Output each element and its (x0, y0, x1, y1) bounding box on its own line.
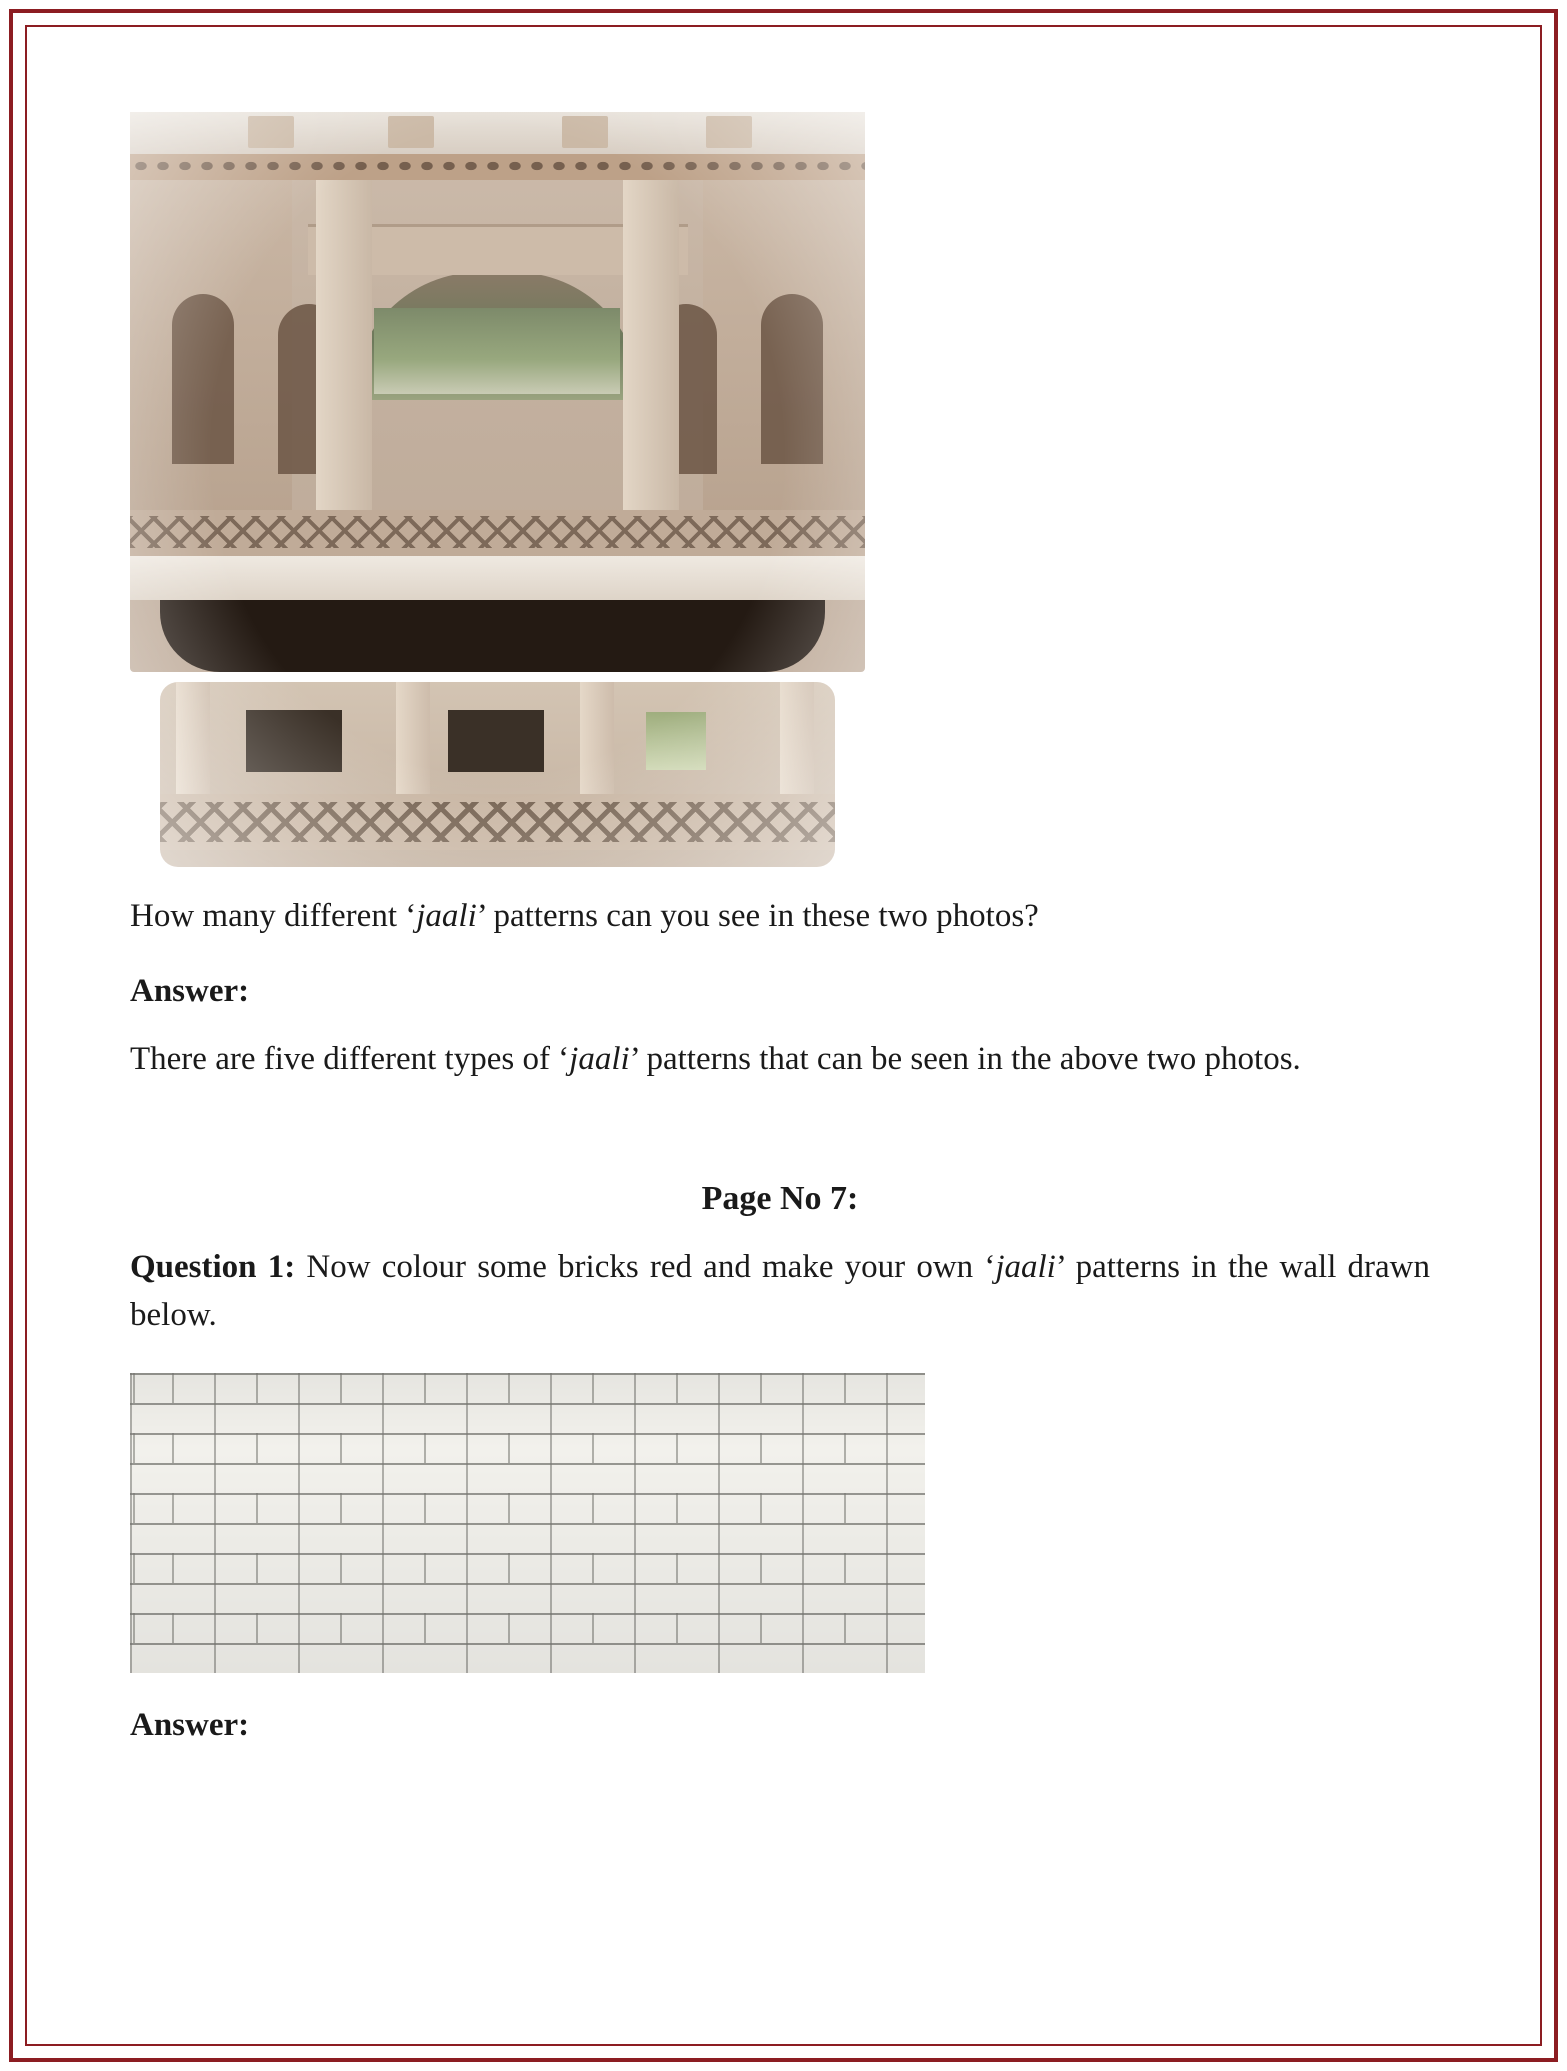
page-content (130, 112, 1430, 1744)
photo-roof-merlon (248, 116, 294, 148)
photo-dark-courtyard (160, 600, 825, 672)
photo-lower-window (448, 710, 544, 772)
photo-arch-niche (172, 294, 234, 464)
italic-term: jaali (995, 1248, 1056, 1285)
photo-lower-jaali-pattern (160, 802, 835, 842)
photo-roof-merlon (388, 116, 434, 148)
photo-roofline (130, 112, 865, 154)
photo-floor-band (130, 556, 865, 600)
answer-text-first: There are five different types of ‘jaali’ patterns that can be seen in the above two photos. (130, 1040, 1301, 1077)
photo-cornice-jaali-pattern (130, 158, 865, 174)
answer-label-first: Answer: (130, 972, 250, 1009)
jaali-building-photo (130, 112, 865, 867)
photo-roof-merlon (562, 116, 608, 148)
answer-label-second: Answer: (130, 1707, 250, 1744)
intro-question-text: How many different ‘jaali’ patterns can you see in these two photos? (130, 898, 1039, 934)
photo-lower-storey (160, 682, 835, 867)
photo-lower-column (176, 682, 210, 802)
photo-lower-column (580, 682, 614, 802)
jaali-photo-canvas (130, 112, 865, 867)
photo-lower-window-green (646, 712, 706, 770)
photo-roof-merlon (706, 116, 752, 148)
photo-arch-niche (761, 294, 823, 464)
italic-term: jaali (416, 898, 477, 934)
question-1-label: Question 1: (130, 1248, 296, 1285)
photo-upper-jaali-pattern (130, 516, 865, 548)
question-1-text: Now colour some bricks red and make your own ‘jaali’ patterns in the wall drawn below. (130, 1248, 1431, 1333)
photo-lower-window (246, 710, 342, 772)
page-heading: Page No 7: (701, 1179, 859, 1217)
photo-sky-through-arch (374, 308, 620, 394)
photo-lower-column (396, 682, 430, 802)
photo-lower-column (780, 682, 814, 802)
photo-upper-storey (130, 112, 865, 672)
brick-wall-image (130, 1373, 925, 1673)
brick-wall-stagger (130, 1373, 925, 1673)
italic-term: jaali (569, 1040, 630, 1077)
